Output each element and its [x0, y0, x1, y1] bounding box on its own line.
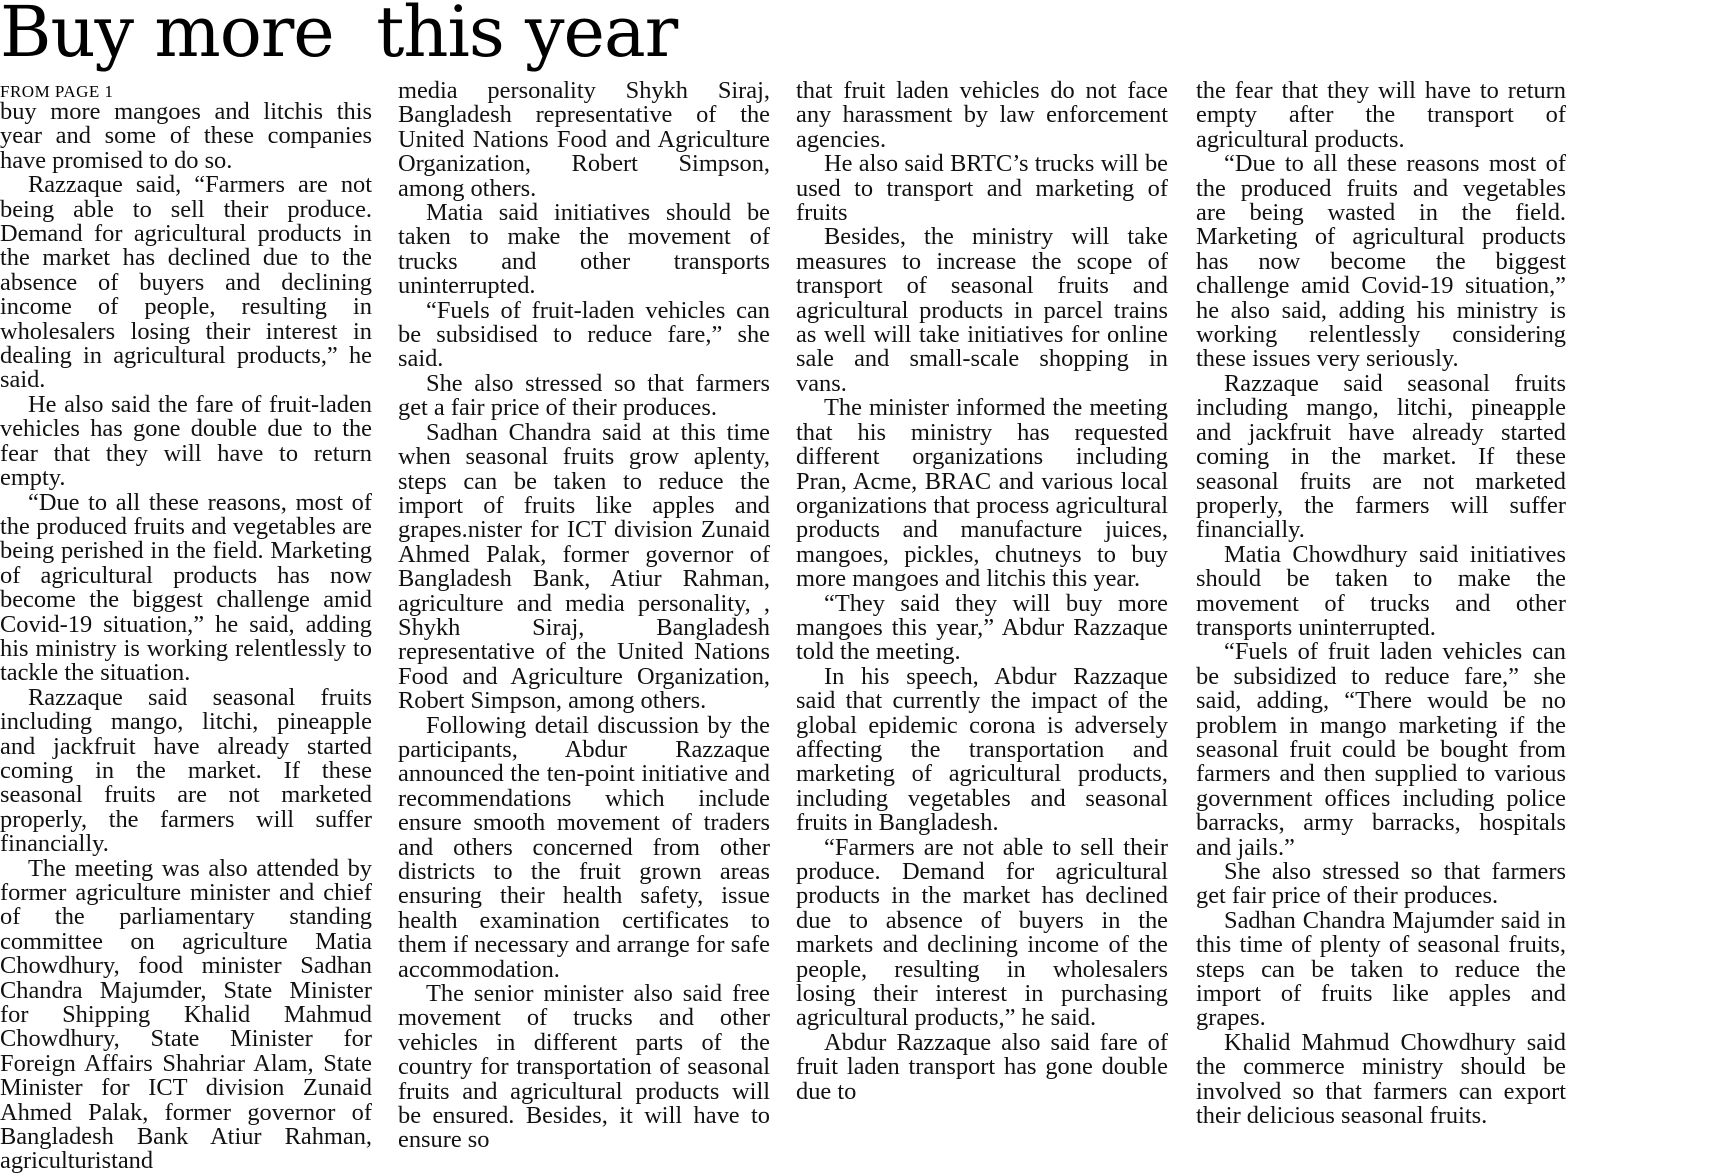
article-paragraph: “They said they will buy more mangoes this year,” Abdur Razzaque told the meeting.	[796, 589, 1168, 666]
article-paragraph: media personality Shykh Siraj, Bangladesh representative of the United Nations Food and Agriculture Organization, Robert Simpson, among others.	[398, 77, 770, 202]
headline: Buy more this year	[0, 0, 678, 73]
article-paragraph: the fear that they will have to return empty after the transport of agricultural products.	[1196, 77, 1566, 153]
article-paragraph: The meeting was also attended by former agriculture minister and chief of the parliamentary standing committee on agriculture Matia Chowdhury, food minister Sadhan Chandra Majumder, State Minister for Shipping Khalid Mahmud Chowdhury, State Minister for Foreign Affairs Shahriar Alam, State Minister for ICT division Zunaid Ahmed Palak, former governor of Bangladesh Bank Atiur Rahman, agriculturistand	[0, 854, 372, 1174]
article-paragraph: “Due to all these reasons, most of the produced fruits and vegetables are being perished in the field. Marketing of agricultural products has now become the biggest challenge amid Covid-19 situation,” he said, adding his ministry is working relentlessly to tackle the situation.	[0, 488, 372, 687]
article-paragraph: Following detail discussion by the participants, Abdur Razzaque announced the ten-point initiative and recommendations which include ensure smooth movement of traders and others concerned from other districts to the fruit grown areas ensuring their health safety, issue health examination certificates to them if necessary and arrange for safe accommodation.	[398, 711, 770, 983]
article-paragraph: He also said BRTC’s trucks will be used to transport and marketing of fruits	[796, 150, 1168, 227]
article-paragraph: “Due to all these reasons most of the produced fruits and vegetables are being wasted in the field. Marketing of agricultural products has now become the biggest challenge amid Covid-19 situation,” he also said, adding his ministry is working relentlessly considering these issues very seriously.	[1196, 150, 1566, 373]
article-paragraph: Khalid Mahmud Chowdhury said the commerce ministry should be involved so that farmers can export their delicious seasonal fruits.	[1196, 1028, 1566, 1130]
article-paragraph: Razzaque said seasonal fruits including mango, litchi, pineapple and jackfruit have already started coming in the market. If these seasonal fruits are not marketed properly, the farmers will suffer financially.	[1196, 369, 1566, 544]
article-paragraph: Sadhan Chandra said at this time when seasonal fruits grow aplenty, steps can be taken to reduce the import of fruits like apples and grapes.nister for ICT division Zunaid Ahmed Palak, former governor of Bangladesh Bank, Atiur Rahman, agriculture and media personality, , Shykh Siraj, Bangladesh representative of the United Nations Food and Agriculture Organization, Robert Simpson, among others.	[398, 418, 770, 715]
article-paragraph: The senior minister also said free movement of trucks and other vehicles in different parts of the country for transportation of seasonal fruits and agricultural products will be ensured. Besides, it will have to ensure so	[398, 980, 770, 1154]
article-column-1	[0, 98, 372, 1174]
article-paragraph: She also stressed so that farmers get fair price of their produces.	[1196, 858, 1566, 910]
article-paragraph: The minister informed the meeting that his ministry has requested different organizations including Pran, Acme, BRAC and various local organizations that process agricultural products and manufacture juices, mangoes, pickles, chutneys to buy more mangoes and litchis this year.	[796, 394, 1168, 593]
article-paragraph: “Fuels of fruit laden vehicles can be subsidized to reduce fare,” she said, adding, “There would be no problem in mango marketing if the seasonal fruit could be bought from farmers and then supplied to various government offices including police barracks, army barracks, hospitals and jails.”	[1196, 638, 1566, 861]
article-paragraph: “Farmers are not able to sell their produce. Demand for agricultural products in the market has declined due to absence of buyers in the markets and declining income of the people, resulting in wholesalers losing their interest in purchasing agricultural products,” he said.	[796, 833, 1168, 1032]
article-paragraph: buy more mangoes and litchis this year and some of these companies have promised to do so.	[0, 98, 372, 174]
article-paragraph: Razzaque said seasonal fruits including mango, litchi, pineapple and jackfruit have already started coming in the market. If these seasonal fruits are not marketed properly, the farmers will suffer financially.	[0, 683, 372, 858]
article-column-2	[398, 77, 770, 1154]
jump-line: FROM PAGE 1	[0, 82, 114, 101]
article-paragraph: Abdur Razzaque also said fare of fruit laden transport has gone double due to	[796, 1028, 1168, 1105]
article-paragraph: Matia said initiatives should be taken to make the movement of trucks and other transports uninterrupted.	[398, 199, 770, 300]
article-paragraph: He also said the fare of fruit-laden vehicles has gone double due to the fear that they will have to return empty.	[0, 390, 372, 492]
article-paragraph: She also stressed so that farmers get a fair price of their produces.	[398, 369, 770, 422]
article-paragraph: In his speech, Abdur Razzaque said that currently the impact of the global epidemic corona is adversely affecting the transportation and marketing of agricultural products, including vegetables and seasonal fruits in Bangladesh.	[796, 662, 1168, 837]
article-paragraph: Besides, the ministry will take measures to increase the scope of transport of seasonal fruits and agricultural products in parcel trains as well will take initiatives for online sale and small-scale shopping in vans.	[796, 223, 1168, 397]
article-column-3	[796, 79, 1168, 1141]
article-paragraph: Matia Chowdhury said initiatives should be taken to make the movement of trucks and other transports uninterrupted.	[1196, 540, 1566, 641]
article-paragraph: that fruit laden vehicles do not face any harassment by law enforcement agencies.	[796, 77, 1168, 153]
article-paragraph: Razzaque said, “Farmers are not being able to sell their produce. Demand for agricultural products in the market has declined due to the absence of buyers and declining income of people, resulting in wholesalers losing their interest in dealing in agricultural products,” he said.	[0, 171, 372, 394]
article-paragraph: “Fuels of fruit-laden vehicles can be subsidised to reduce fare,” she said.	[398, 296, 770, 373]
article-paragraph: Sadhan Chandra Majumder said in this time of plenty of seasonal fruits, steps can be taken to reduce the import of fruits like apples and grapes.	[1196, 906, 1566, 1032]
article-column-4	[1196, 79, 1566, 1141]
